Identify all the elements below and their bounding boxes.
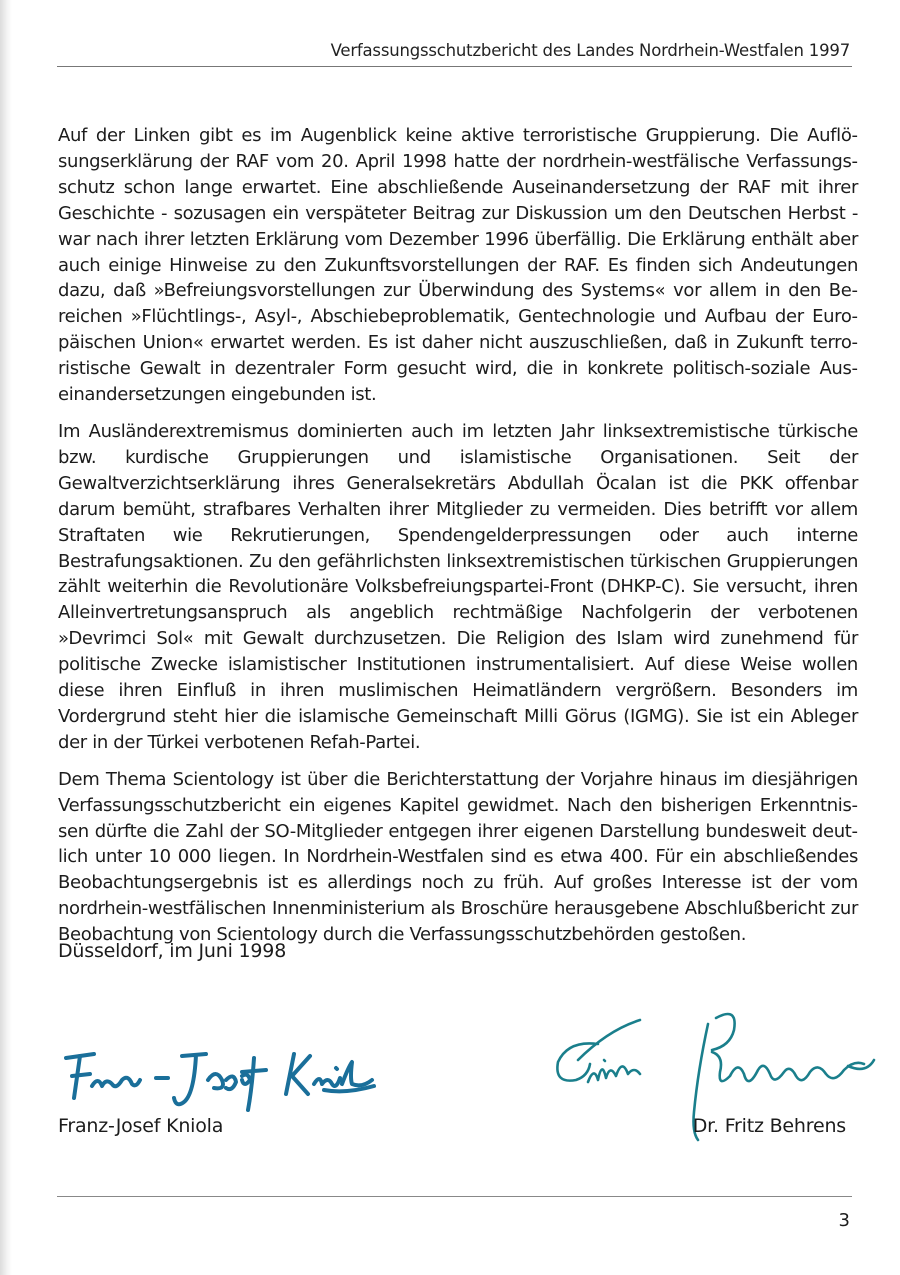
signer-name-right: Dr. Fritz Behrens [692,1115,846,1137]
header-rule [57,66,852,67]
signature-kniola [56,1028,386,1120]
signer-name-left: Franz-Josef Kniola [58,1115,224,1137]
paragraph-raf: Auf der Linken gibt es im Augenblick keine aktive terroristische Gruppierung. Die Auflösungserklärung der RAF vom 20. April 1998 hatte der nordrhein-westfälische Verfassungsschutz schon lange erwartet. Eine abschließende Auseinandersetzung der RAF mit ihrer Geschichte - sozusagen ein verspäteter Beitrag zur Diskussion um den Deutschen Herbst - war nach ihrer letzten Erklärung vom Dezember 1996 überfällig. Die Erklärung enthält aber auch einige Hinweise zu den Zukunftsvorstellungen der RAF. Es finden sich Andeutungen dazu, daß »Befreiungsvorstellungen zur Überwindung des Systems« vor allem in den Bereichen »Flüchtlings-, Asyl-, Abschiebeproblematik, Gentechnologie und Aufbau der Europäischen Union« erwartet werden. Es ist daher nicht auszuschließen, daß in Zukunft terroristische Gewalt in dezentraler Form gesucht wird, die in konkrete politisch-soziale Auseinandersetzungen eingebunden ist. [58,125,858,406]
paragraph-scientology: Dem Thema Scientology ist über die Berichterstattung der Vorjahre hinaus im diesjährigen Verfassungsschutzbericht ein eigenes Kapitel gewidmet. Nach den bisherigen Erkenntnissen dürfte die Zahl der SO-Mitglieder entgegen ihrer eigenen Darstellung bundesweit deutlich unter 10 000 liegen. In Nordrhein-Westfalen sind es etwa 400. Für ein abschließendes Beobachtungsergebnis ist es allerdings noch zu früh. Auf großes Interesse ist der vom nordrhein-westfälischen Innenministerium als Broschüre herausgebene Abschlußbericht zur Beobachtung von Scientology durch die Verfassungsschutzbehörden gestoßen. [58,768,858,946]
place-date: Düsseldorf, im Juni 1998 [58,940,287,962]
scan-edge-shadow [0,0,12,1275]
page-number: 3 [838,1210,850,1231]
footer-rule [57,1196,852,1197]
body-text [58,123,858,959]
running-header: Verfassungsschutzbericht des Landes Nordrhein-Westfalen 1997 [330,41,850,60]
paragraph-auslaenderextremismus: Im Ausländerextremismus dominierten auch im letzten Jahr linksextremistische türkische bzw. kurdische Gruppierungen und islamistische Organisationen. Seit der Gewaltverzichtserklärung ihres Generalsekretärs Abdullah Öcalan ist die PKK offenbar darum bemüht, strafbares Verhalten ihrer Mitglieder zu vermeiden. Dies betrifft vor allem Straftaten wie Rekrutierungen, Spendengelderpressungen oder auch interne Bestrafungsaktionen. Zu den gefährlichsten linksextremistischen türkischen Gruppierungen zählt weiterhin die Revolutionäre Volksbefreiungspartei-Front (DHKP-C). Sie versucht, ihren Alleinvertretungsanspruch als angeblich rechtmäßige Nachfolgerin der verbotenen »Devrimci Sol« mit Gewalt durchzusetzen. Die Religion des Islam wird zunehmend für politische Zwecke islamistischer Institutionen instrumentalisiert. Auf diese Weise wollen diese ihren Einfluß in ihren muslimischen Heimatländern vergrößern. Besonders im Vordergrund steht hier die islamische Gemeinschaft Milli Görus (IGMG). Sie ist ein Ableger der in der Türkei verbotenen Refah-Partei. [58,420,858,753]
